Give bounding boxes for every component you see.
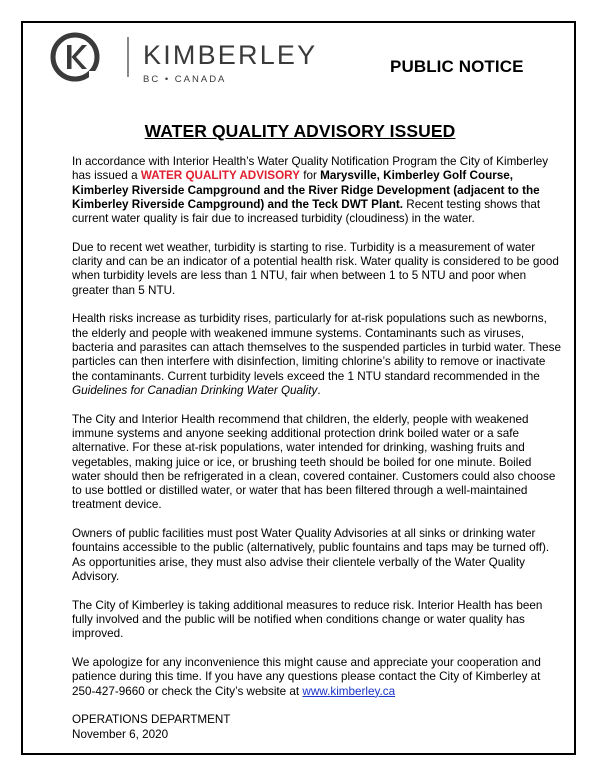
signature-block: [72, 713, 562, 742]
intro-paragraph: In accordance with Interior Health’s Water Quality Notification Program the City of Kimberley has issued a WATER QUALITY ADVISORY for Marysville, Kimberley Golf Course, Kimberley Riverside Campground and the River Ridge Development (adjacent to the Kimberley Riverside Campground) and the Teck DWT Plant. Recent testing shows that current water quality is fair due to increased turbidity (cloudiness) in the water.: [72, 155, 549, 226]
circle-k-logo-icon: [53, 35, 98, 80]
kimberley-logo: [49, 31, 329, 83]
recommendation-paragraph: The City and Interior Health recommend that children, the elderly, people with weakened immune systems and anyone seeking additional protection drink boiled water or a safe alternative. For these at-risk populations, water intended for drinking, washing fruits and vegetables, making juice or ice, or brushing teeth should be boiled for one minute. Boiled water should then be refrigerated in a clean, covered container. Customers could also choose to use bottled or distilled water, or water that has been filtered through a well-maintained treatment device.: [72, 412, 556, 512]
guidelines-title: Guidelines for Canadian Drinking Water Quality: [72, 383, 318, 397]
logo-subtitle-text: BC • CANADA: [143, 74, 227, 83]
public-notice-label: PUBLIC NOTICE: [390, 57, 524, 76]
apology-paragraph: We apologize for any inconvenience this might cause and appreciate your cooperation and patience during this time. If you have any questions please contact the City of Kimberley at 250-427-9660 or check the City’s website at www.kimberley.ca: [72, 655, 541, 698]
measures-paragraph: The City of Kimberley is taking additional measures to reduce risk. Interior Health has been fully involved and the public will be notified when conditions change or water quality has improved.: [72, 598, 543, 641]
notice-body: [72, 155, 562, 742]
advisory-headline: WATER QUALITY ADVISORY ISSUED: [144, 121, 456, 141]
website-link[interactable]: www.kimberley.ca: [302, 684, 396, 698]
health-risks-paragraph: Health risks increase as turbidity rises, particularly for at-risk populations such as newborns, the elderly and people with weakened immune systems. Contaminants such as viruses, bacteria and parasites can attach themselves to the suspended particles in turbid water. These particles can then interfere with disinfection, limiting chlorine’s ability to remove or inactivate the contaminants. Current turbidity levels exceed the 1 NTU standard recommended in the Guidelines for Canadian Drinking Water Quality.: [72, 312, 561, 397]
advisory-highlight: WATER QUALITY ADVISORY: [140, 169, 300, 183]
logo-brand-text: KIMBERLEY: [143, 40, 318, 70]
department-name: OPERATIONS DEPARTMENT: [72, 713, 231, 727]
notice-date: November 6, 2020: [72, 727, 169, 741]
turbidity-paragraph: Due to recent wet weather, turbidity is starting to rise. Turbidity is a measurement of water clarity and can be an indicator of a potential health risk. Water quality is considered to be good when turbidity levels are less than 1 NTU, fair when between 1 to 5 NTU and poor when greater than 5 NTU.: [72, 240, 559, 297]
affected-locations: Marysville, Kimberley Golf Course, Kimberley Riverside Campground and the River Ridge Development (adjacent to the Kimberley Riverside Campground) and the Teck DWT Plant.: [72, 169, 540, 211]
public-facilities-paragraph: Owners of public facilities must post Water Quality Advisories at all sinks or drinking water fountains accessible to the public (alternatively, public fountains and taps may be turned off). As opportunities arise, they must also advise their clientele verbally of the Water Quality Advisory.: [72, 527, 550, 583]
